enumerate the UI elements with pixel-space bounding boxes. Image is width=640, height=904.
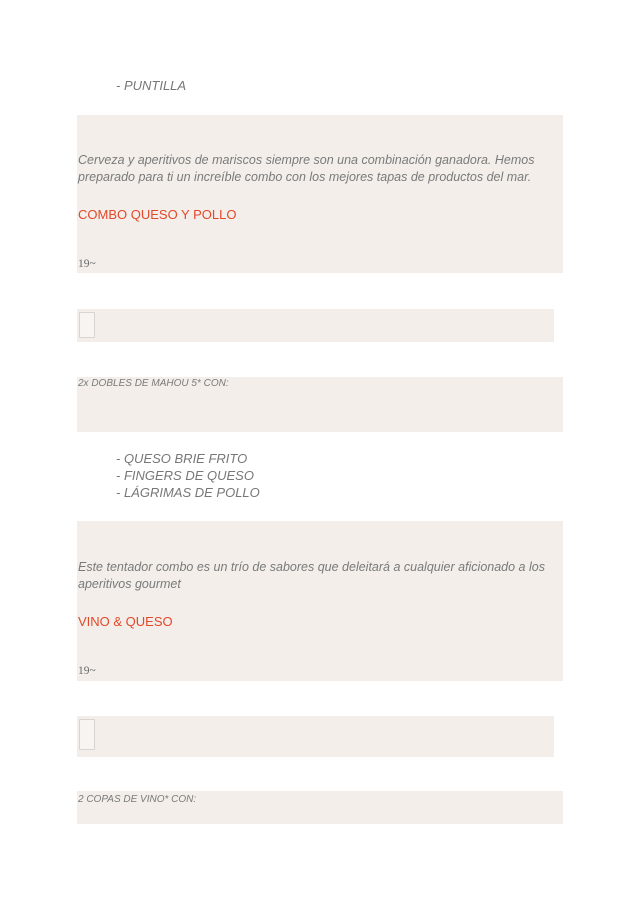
combo-price: 19~ bbox=[78, 258, 96, 270]
combo-title[interactable]: VINO & QUESO bbox=[78, 614, 173, 629]
list-item: - QUESO BRIE FRITO bbox=[116, 451, 248, 466]
combo-title[interactable]: COMBO QUESO Y POLLO bbox=[78, 207, 237, 222]
item-list-1 bbox=[116, 77, 186, 94]
list-item: - LÁGRIMAS DE POLLO bbox=[116, 485, 260, 500]
combo-includes-label: 2 COPAS DE VINO* CON: bbox=[78, 794, 197, 805]
image-placeholder-icon bbox=[79, 312, 95, 338]
list-item: - FINGERS DE QUESO bbox=[116, 468, 254, 483]
combo-includes-label: 2x DOBLES DE MAHOU 5* CON: bbox=[78, 378, 229, 389]
list-item: - PUNTILLA bbox=[116, 78, 187, 93]
combo-description: Este tentador combo es un trío de sabores que deleitará a cualquier aficionado a los aperitivos gourmet bbox=[78, 560, 545, 591]
combo-description: Cerveza y aperitivos de mariscos siempre son una combinación ganadora. Hemos preparado para ti un increíble combo con los mejores tapas de productos del mar. bbox=[78, 153, 535, 184]
combo-info-block bbox=[77, 115, 563, 273]
image-placeholder-row bbox=[77, 716, 554, 757]
combo-item-list bbox=[116, 450, 260, 501]
image-placeholder-row bbox=[77, 309, 554, 342]
combo-info-block bbox=[77, 521, 563, 681]
combo-price: 19~ bbox=[78, 665, 96, 677]
image-placeholder-icon bbox=[79, 719, 95, 750]
